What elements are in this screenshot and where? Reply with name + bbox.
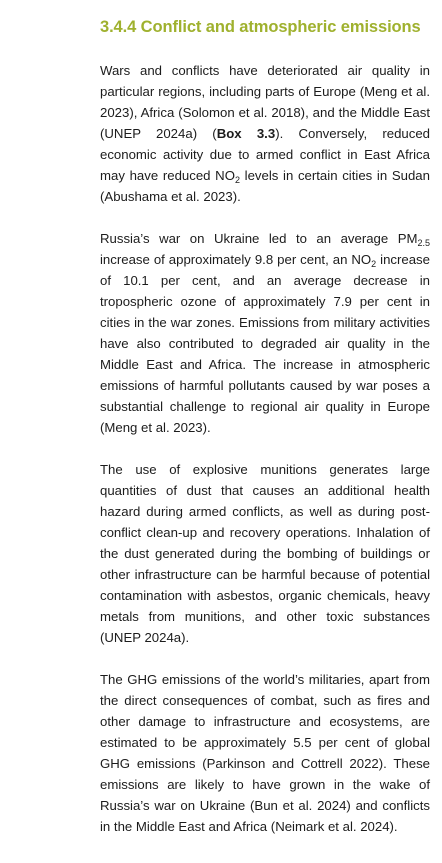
box-reference-link[interactable]: Box 3.3 xyxy=(216,126,276,141)
p1-text-after-box: ). Conversely, reduced economic activity due to armed conflict in East Africa may have reduced NO xyxy=(100,126,430,183)
p2-text-part2: increase of approximately 9.8 per cent, an NO xyxy=(100,252,372,267)
no2-subscript: 2 xyxy=(371,259,377,270)
no2-subscript: 2 xyxy=(234,175,240,186)
pm25-subscript: 2.5 xyxy=(417,238,430,249)
p1-text-end: levels in certain cities in Sudan (Abushama et al. 2023). xyxy=(100,168,430,204)
p1-text-before-box: Wars and conflicts have deteriorated air quality in particular regions, including parts of Europe (Meng et al. 2023), Africa (Solomon et al. 2018), and the Middle East (UNEP 2024a) ( xyxy=(100,63,430,141)
paragraph-ukraine-emissions xyxy=(100,228,430,438)
section-heading: 3.4.4 Conflict and atmospheric emissions xyxy=(100,18,421,36)
paragraph-explosive-munitions-dust: The use of explosive munitions generates large quantities of dust that causes an additional health hazard during armed conflicts, as well as during post-conflict clean-up and recovery operations. Inhalation of the dust generated during the bombing of buildings or other infrastructure can be harmful because of potential contamination with asbestos, organic chemicals, heavy metals from munitions, and other toxic substances (UNEP 2024a). xyxy=(100,462,430,645)
document-page xyxy=(100,0,430,837)
paragraph-conflict-air-quality xyxy=(100,60,430,207)
p2-text-part3: increase of 10.1 per cent, and an average decrease in tropospheric ozone of approximately 7.9 per cent in cities in the war zones. Emissions from military activities have also contributed to degraded air quality in the Middle East and Africa. The increase in atmospheric emissions of harmful pollutants caused by war poses a substantial challenge to regional air quality in Europe (Meng et al. 2023). xyxy=(100,252,430,435)
p2-text-part1: Russia’s war on Ukraine led to an average PM xyxy=(100,231,418,246)
paragraph-military-ghg-emissions: The GHG emissions of the world’s militaries, apart from the direct consequences of combat, such as fires and other damage to infrastructure and ecosystems, are estimated to be approximately 5.5 per cent of global GHG emissions (Parkinson and Cottrell 2022). These emissions are likely to have grown in the wake of Russia’s war on Ukraine (Bun et al. 2024) and conflicts in the Middle East and Africa (Neimark et al. 2024). xyxy=(100,672,430,834)
